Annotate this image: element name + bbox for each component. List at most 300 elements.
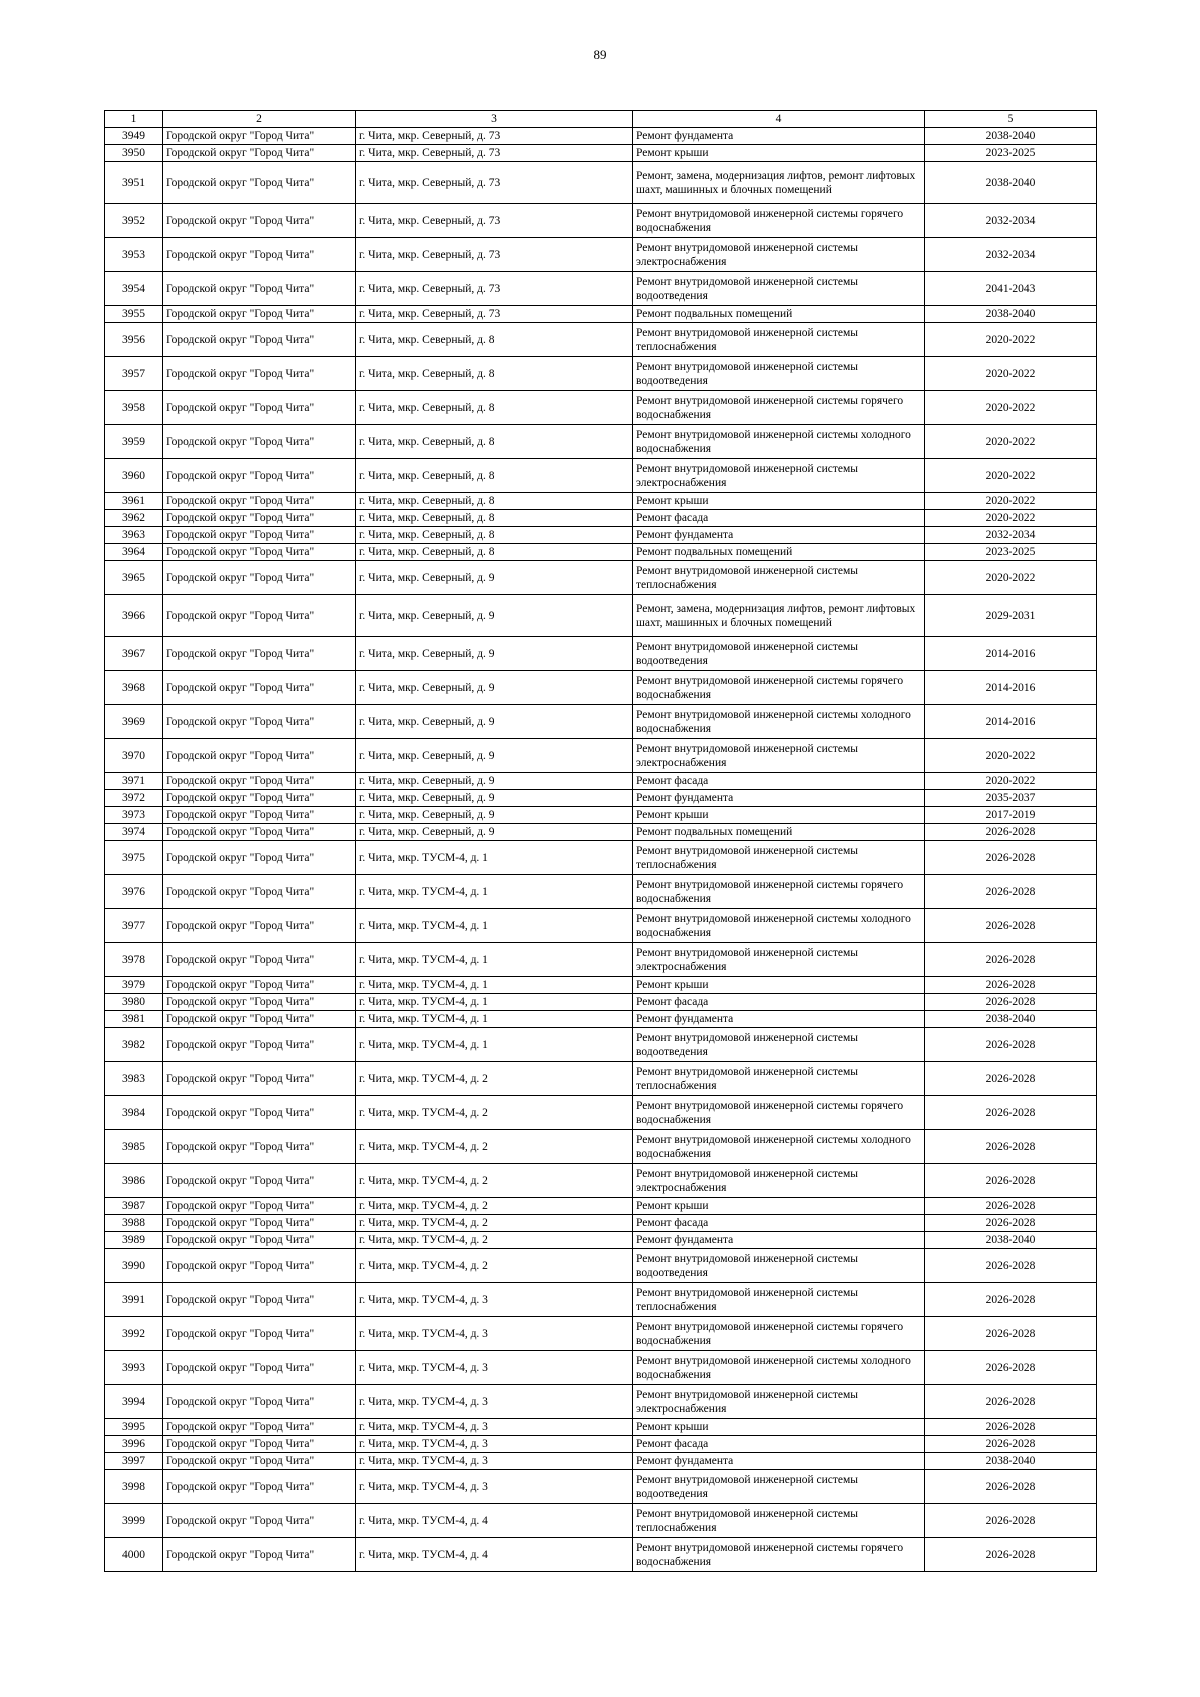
municipality-cell: Городской округ "Город Чита" xyxy=(163,790,356,807)
table-row xyxy=(105,391,1097,425)
period-cell: 2026-2028 xyxy=(925,1538,1097,1572)
period-cell: 2026-2028 xyxy=(925,1062,1097,1096)
municipality-cell: Городской округ "Город Чита" xyxy=(163,323,356,357)
address-cell: г. Чита, мкр. Северный, д. 73 xyxy=(356,204,633,238)
work-type-cell: Ремонт фундамента xyxy=(633,527,925,544)
period-cell: 2026-2028 xyxy=(925,977,1097,994)
period-cell: 2041-2043 xyxy=(925,272,1097,306)
table-row xyxy=(105,1249,1097,1283)
row-number-cell: 3997 xyxy=(105,1453,163,1470)
work-type-cell: Ремонт крыши xyxy=(633,1419,925,1436)
address-cell: г. Чита, мкр. ТУСМ-4, д. 1 xyxy=(356,1028,633,1062)
work-type-cell: Ремонт фасада xyxy=(633,1215,925,1232)
row-number-cell: 3958 xyxy=(105,391,163,425)
municipality-cell: Городской округ "Город Чита" xyxy=(163,493,356,510)
address-cell: г. Чита, мкр. Северный, д. 9 xyxy=(356,595,633,637)
address-cell: г. Чита, мкр. ТУСМ-4, д. 3 xyxy=(356,1317,633,1351)
work-type-cell: Ремонт внутридомовой инженерной системы теплоснабжения xyxy=(633,561,925,595)
work-type-cell: Ремонт фасада xyxy=(633,510,925,527)
table-row xyxy=(105,1011,1097,1028)
work-type-cell: Ремонт внутридомовой инженерной системы горячего водоснабжения xyxy=(633,204,925,238)
table-row xyxy=(105,357,1097,391)
period-cell: 2026-2028 xyxy=(925,1028,1097,1062)
row-number-cell: 3981 xyxy=(105,1011,163,1028)
address-cell: г. Чита, мкр. ТУСМ-4, д. 1 xyxy=(356,977,633,994)
table-row xyxy=(105,544,1097,561)
row-number-cell: 3964 xyxy=(105,544,163,561)
municipality-cell: Городской округ "Город Чита" xyxy=(163,909,356,943)
address-cell: г. Чита, мкр. Северный, д. 9 xyxy=(356,773,633,790)
address-cell: г. Чита, мкр. Северный, д. 8 xyxy=(356,323,633,357)
row-number-cell: 3975 xyxy=(105,841,163,875)
period-cell: 2026-2028 xyxy=(925,1198,1097,1215)
period-cell: 2038-2040 xyxy=(925,1453,1097,1470)
table-row xyxy=(105,1028,1097,1062)
row-number-cell: 3976 xyxy=(105,875,163,909)
work-type-cell: Ремонт внутридомовой инженерной системы горячего водоснабжения xyxy=(633,1096,925,1130)
row-number-cell: 3990 xyxy=(105,1249,163,1283)
address-cell: г. Чита, мкр. Северный, д. 8 xyxy=(356,357,633,391)
work-type-cell: Ремонт внутридомовой инженерной системы электроснабжения xyxy=(633,459,925,493)
table-row xyxy=(105,977,1097,994)
row-number-cell: 3962 xyxy=(105,510,163,527)
row-number-cell: 3986 xyxy=(105,1164,163,1198)
municipality-cell: Городской округ "Город Чита" xyxy=(163,238,356,272)
period-cell: 2026-2028 xyxy=(925,841,1097,875)
work-type-cell: Ремонт внутридомовой инженерной системы водоотведения xyxy=(633,1470,925,1504)
period-cell: 2032-2034 xyxy=(925,204,1097,238)
table-row xyxy=(105,1385,1097,1419)
period-cell: 2026-2028 xyxy=(925,1283,1097,1317)
work-type-cell: Ремонт внутридомовой инженерной системы горячего водоснабжения xyxy=(633,875,925,909)
period-cell: 2038-2040 xyxy=(925,1232,1097,1249)
period-cell: 2026-2028 xyxy=(925,1436,1097,1453)
table-row xyxy=(105,739,1097,773)
table-row xyxy=(105,1215,1097,1232)
period-cell: 2023-2025 xyxy=(925,544,1097,561)
work-type-cell: Ремонт, замена, модернизация лифтов, ремонт лифтовых шахт, машинных и блочных помещений xyxy=(633,162,925,204)
table-row xyxy=(105,595,1097,637)
municipality-cell: Городской округ "Город Чита" xyxy=(163,977,356,994)
row-number-cell: 3978 xyxy=(105,943,163,977)
municipality-cell: Городской округ "Город Чита" xyxy=(163,510,356,527)
row-number-cell: 3989 xyxy=(105,1232,163,1249)
municipality-cell: Городской округ "Город Чита" xyxy=(163,595,356,637)
period-cell: 2020-2022 xyxy=(925,357,1097,391)
municipality-cell: Городской округ "Город Чита" xyxy=(163,1232,356,1249)
municipality-cell: Городской округ "Город Чита" xyxy=(163,1436,356,1453)
period-cell: 2017-2019 xyxy=(925,807,1097,824)
municipality-cell: Городской округ "Город Чита" xyxy=(163,1538,356,1572)
municipality-cell: Городской округ "Город Чита" xyxy=(163,943,356,977)
municipality-cell: Городской округ "Город Чита" xyxy=(163,994,356,1011)
row-number-cell: 3965 xyxy=(105,561,163,595)
row-number-cell: 3961 xyxy=(105,493,163,510)
municipality-cell: Городской округ "Город Чита" xyxy=(163,1249,356,1283)
row-number-cell: 3959 xyxy=(105,425,163,459)
municipality-cell: Городской округ "Город Чита" xyxy=(163,671,356,705)
municipality-cell: Городской округ "Город Чита" xyxy=(163,128,356,145)
address-cell: г. Чита, мкр. Северный, д. 9 xyxy=(356,705,633,739)
row-number-cell: 3956 xyxy=(105,323,163,357)
municipality-cell: Городской округ "Город Чита" xyxy=(163,391,356,425)
table-row xyxy=(105,1436,1097,1453)
address-cell: г. Чита, мкр. Северный, д. 73 xyxy=(356,128,633,145)
work-type-cell: Ремонт крыши xyxy=(633,1198,925,1215)
address-cell: г. Чита, мкр. Северный, д. 8 xyxy=(356,510,633,527)
period-cell: 2038-2040 xyxy=(925,162,1097,204)
municipality-cell: Городской округ "Город Чита" xyxy=(163,637,356,671)
municipality-cell: Городской округ "Город Чита" xyxy=(163,1453,356,1470)
period-cell: 2038-2040 xyxy=(925,128,1097,145)
work-type-cell: Ремонт внутридомовой инженерной системы теплоснабжения xyxy=(633,1504,925,1538)
period-cell: 2026-2028 xyxy=(925,824,1097,841)
row-number-cell: 3974 xyxy=(105,824,163,841)
period-cell: 2029-2031 xyxy=(925,595,1097,637)
column-header: 2 xyxy=(163,111,356,128)
work-type-cell: Ремонт крыши xyxy=(633,145,925,162)
address-cell: г. Чита, мкр. Северный, д. 73 xyxy=(356,162,633,204)
row-number-cell: 3982 xyxy=(105,1028,163,1062)
work-type-cell: Ремонт крыши xyxy=(633,493,925,510)
period-cell: 2026-2028 xyxy=(925,875,1097,909)
table-row xyxy=(105,1351,1097,1385)
address-cell: г. Чита, мкр. Северный, д. 8 xyxy=(356,391,633,425)
work-type-cell: Ремонт внутридомовой инженерной системы водоотведения xyxy=(633,357,925,391)
municipality-cell: Городской округ "Город Чита" xyxy=(163,459,356,493)
row-number-cell: 3967 xyxy=(105,637,163,671)
row-number-cell: 3998 xyxy=(105,1470,163,1504)
work-type-cell: Ремонт внутридомовой инженерной системы электроснабжения xyxy=(633,1385,925,1419)
period-cell: 2026-2028 xyxy=(925,1096,1097,1130)
period-cell: 2014-2016 xyxy=(925,705,1097,739)
municipality-cell: Городской округ "Город Чита" xyxy=(163,272,356,306)
period-cell: 2020-2022 xyxy=(925,510,1097,527)
municipality-cell: Городской округ "Город Чита" xyxy=(163,1198,356,1215)
row-number-cell: 3969 xyxy=(105,705,163,739)
table-row xyxy=(105,1538,1097,1572)
address-cell: г. Чита, мкр. Северный, д. 8 xyxy=(356,544,633,561)
municipality-cell: Городской округ "Город Чита" xyxy=(163,1096,356,1130)
row-number-cell: 3988 xyxy=(105,1215,163,1232)
row-number-cell: 3993 xyxy=(105,1351,163,1385)
period-cell: 2032-2034 xyxy=(925,527,1097,544)
address-cell: г. Чита, мкр. ТУСМ-4, д. 3 xyxy=(356,1351,633,1385)
work-type-cell: Ремонт внутридомовой инженерной системы горячего водоснабжения xyxy=(633,1538,925,1572)
address-cell: г. Чита, мкр. Северный, д. 73 xyxy=(356,238,633,272)
address-cell: г. Чита, мкр. ТУСМ-4, д. 1 xyxy=(356,943,633,977)
period-cell: 2020-2022 xyxy=(925,773,1097,790)
row-number-cell: 3952 xyxy=(105,204,163,238)
address-cell: г. Чита, мкр. Северный, д. 8 xyxy=(356,527,633,544)
table-row xyxy=(105,807,1097,824)
row-number-cell: 3983 xyxy=(105,1062,163,1096)
table-row xyxy=(105,1164,1097,1198)
row-number-cell: 3977 xyxy=(105,909,163,943)
work-type-cell: Ремонт внутридомовой инженерной системы холодного водоснабжения xyxy=(633,909,925,943)
address-cell: г. Чита, мкр. Северный, д. 9 xyxy=(356,790,633,807)
municipality-cell: Городской округ "Город Чита" xyxy=(163,739,356,773)
period-cell: 2035-2037 xyxy=(925,790,1097,807)
period-cell: 2026-2028 xyxy=(925,1351,1097,1385)
municipality-cell: Городской округ "Город Чита" xyxy=(163,425,356,459)
work-type-cell: Ремонт внутридомовой инженерной системы горячего водоснабжения xyxy=(633,391,925,425)
table-row xyxy=(105,909,1097,943)
table-row xyxy=(105,790,1097,807)
address-cell: г. Чита, мкр. ТУСМ-4, д. 2 xyxy=(356,1249,633,1283)
row-number-cell: 3972 xyxy=(105,790,163,807)
row-number-cell: 3984 xyxy=(105,1096,163,1130)
row-number-cell: 3991 xyxy=(105,1283,163,1317)
period-cell: 2020-2022 xyxy=(925,323,1097,357)
municipality-cell: Городской округ "Город Чита" xyxy=(163,807,356,824)
table-row xyxy=(105,323,1097,357)
row-number-cell: 3970 xyxy=(105,739,163,773)
work-type-cell: Ремонт внутридомовой инженерной системы водоотведения xyxy=(633,1249,925,1283)
table-row xyxy=(105,1062,1097,1096)
table-row xyxy=(105,824,1097,841)
work-type-cell: Ремонт внутридомовой инженерной системы водоотведения xyxy=(633,1028,925,1062)
column-header: 5 xyxy=(925,111,1097,128)
table-row xyxy=(105,1096,1097,1130)
address-cell: г. Чита, мкр. ТУСМ-4, д. 4 xyxy=(356,1538,633,1572)
page-number: 89 xyxy=(593,47,607,62)
work-type-cell: Ремонт фундамента xyxy=(633,1011,925,1028)
period-cell: 2026-2028 xyxy=(925,1215,1097,1232)
municipality-cell: Городской округ "Город Чита" xyxy=(163,824,356,841)
address-cell: г. Чита, мкр. ТУСМ-4, д. 2 xyxy=(356,1164,633,1198)
work-type-cell: Ремонт крыши xyxy=(633,977,925,994)
work-type-cell: Ремонт крыши xyxy=(633,807,925,824)
row-number-cell: 3949 xyxy=(105,128,163,145)
table-row xyxy=(105,238,1097,272)
address-cell: г. Чита, мкр. Северный, д. 73 xyxy=(356,306,633,323)
row-number-cell: 3971 xyxy=(105,773,163,790)
municipality-cell: Городской округ "Город Чита" xyxy=(163,1317,356,1351)
work-type-cell: Ремонт фасада xyxy=(633,1436,925,1453)
period-cell: 2026-2028 xyxy=(925,1164,1097,1198)
table-row xyxy=(105,1504,1097,1538)
period-cell: 2026-2028 xyxy=(925,1470,1097,1504)
address-cell: г. Чита, мкр. Северный, д. 8 xyxy=(356,493,633,510)
municipality-cell: Городской округ "Город Чита" xyxy=(163,1385,356,1419)
row-number-cell: 4000 xyxy=(105,1538,163,1572)
address-cell: г. Чита, мкр. ТУСМ-4, д. 3 xyxy=(356,1419,633,1436)
address-cell: г. Чита, мкр. Северный, д. 9 xyxy=(356,637,633,671)
table-row xyxy=(105,162,1097,204)
row-number-cell: 3955 xyxy=(105,306,163,323)
address-cell: г. Чита, мкр. ТУСМ-4, д. 3 xyxy=(356,1470,633,1504)
work-type-cell: Ремонт фундамента xyxy=(633,128,925,145)
address-cell: г. Чита, мкр. ТУСМ-4, д. 3 xyxy=(356,1436,633,1453)
municipality-cell: Городской округ "Город Чита" xyxy=(163,1419,356,1436)
work-type-cell: Ремонт внутридомовой инженерной системы теплоснабжения xyxy=(633,323,925,357)
work-type-cell: Ремонт внутридомовой инженерной системы холодного водоснабжения xyxy=(633,1351,925,1385)
row-number-cell: 3973 xyxy=(105,807,163,824)
row-number-cell: 3960 xyxy=(105,459,163,493)
column-header: 1 xyxy=(105,111,163,128)
address-cell: г. Чита, мкр. ТУСМ-4, д. 1 xyxy=(356,909,633,943)
row-number-cell: 3994 xyxy=(105,1385,163,1419)
work-type-cell: Ремонт фундамента xyxy=(633,1232,925,1249)
work-type-cell: Ремонт фундамента xyxy=(633,1453,925,1470)
municipality-cell: Городской округ "Город Чита" xyxy=(163,773,356,790)
table-row xyxy=(105,459,1097,493)
period-cell: 2026-2028 xyxy=(925,1317,1097,1351)
municipality-cell: Городской округ "Город Чита" xyxy=(163,544,356,561)
address-cell: г. Чита, мкр. ТУСМ-4, д. 3 xyxy=(356,1283,633,1317)
work-type-cell: Ремонт внутридомовой инженерной системы электроснабжения xyxy=(633,943,925,977)
table-row xyxy=(105,1283,1097,1317)
address-cell: г. Чита, мкр. ТУСМ-4, д. 3 xyxy=(356,1385,633,1419)
table-body xyxy=(105,111,1097,1572)
municipality-cell: Городской округ "Город Чита" xyxy=(163,204,356,238)
period-cell: 2026-2028 xyxy=(925,943,1097,977)
work-type-cell: Ремонт внутридомовой инженерной системы холодного водоснабжения xyxy=(633,425,925,459)
row-number-cell: 3979 xyxy=(105,977,163,994)
row-number-cell: 3995 xyxy=(105,1419,163,1436)
table-row xyxy=(105,561,1097,595)
period-cell: 2020-2022 xyxy=(925,493,1097,510)
address-cell: г. Чита, мкр. Северный, д. 9 xyxy=(356,739,633,773)
work-type-cell: Ремонт внутридомовой инженерной системы теплоснабжения xyxy=(633,1062,925,1096)
row-number-cell: 3968 xyxy=(105,671,163,705)
table-row xyxy=(105,1470,1097,1504)
address-cell: г. Чита, мкр. Северный, д. 9 xyxy=(356,561,633,595)
municipality-cell: Городской округ "Город Чита" xyxy=(163,1062,356,1096)
period-cell: 2026-2028 xyxy=(925,909,1097,943)
work-type-cell: Ремонт внутридомовой инженерной системы электроснабжения xyxy=(633,1164,925,1198)
municipality-cell: Городской округ "Город Чита" xyxy=(163,1130,356,1164)
period-cell: 2023-2025 xyxy=(925,145,1097,162)
work-type-cell: Ремонт внутридомовой инженерной системы водоотведения xyxy=(633,637,925,671)
municipality-cell: Городской округ "Город Чита" xyxy=(163,1028,356,1062)
municipality-cell: Городской округ "Город Чита" xyxy=(163,1283,356,1317)
work-type-cell: Ремонт фундамента xyxy=(633,790,925,807)
municipality-cell: Городской округ "Город Чита" xyxy=(163,357,356,391)
period-cell: 2026-2028 xyxy=(925,1249,1097,1283)
work-type-cell: Ремонт внутридомовой инженерной системы водоотведения xyxy=(633,272,925,306)
period-cell: 2020-2022 xyxy=(925,561,1097,595)
column-header: 4 xyxy=(633,111,925,128)
municipality-cell: Городской округ "Город Чита" xyxy=(163,705,356,739)
work-type-cell: Ремонт, замена, модернизация лифтов, ремонт лифтовых шахт, машинных и блочных помещений xyxy=(633,595,925,637)
period-cell: 2020-2022 xyxy=(925,391,1097,425)
municipality-cell: Городской округ "Город Чита" xyxy=(163,527,356,544)
work-type-cell: Ремонт внутридомовой инженерной системы электроснабжения xyxy=(633,739,925,773)
table-row xyxy=(105,637,1097,671)
row-number-cell: 3966 xyxy=(105,595,163,637)
table-row xyxy=(105,841,1097,875)
period-cell: 2020-2022 xyxy=(925,739,1097,773)
municipality-cell: Городской округ "Город Чита" xyxy=(163,841,356,875)
address-cell: г. Чита, мкр. ТУСМ-4, д. 1 xyxy=(356,994,633,1011)
row-number-cell: 3957 xyxy=(105,357,163,391)
address-cell: г. Чита, мкр. ТУСМ-4, д. 2 xyxy=(356,1062,633,1096)
municipality-cell: Городской округ "Город Чита" xyxy=(163,1011,356,1028)
address-cell: г. Чита, мкр. Северный, д. 73 xyxy=(356,272,633,306)
work-type-cell: Ремонт внутридомовой инженерной системы холодного водоснабжения xyxy=(633,705,925,739)
address-cell: г. Чита, мкр. ТУСМ-4, д. 2 xyxy=(356,1096,633,1130)
address-cell: г. Чита, мкр. Северный, д. 9 xyxy=(356,807,633,824)
table-row xyxy=(105,527,1097,544)
municipality-cell: Городской округ "Город Чита" xyxy=(163,1504,356,1538)
table-row xyxy=(105,1419,1097,1436)
row-number-cell: 3996 xyxy=(105,1436,163,1453)
table-row xyxy=(105,875,1097,909)
address-cell: г. Чита, мкр. ТУСМ-4, д. 4 xyxy=(356,1504,633,1538)
address-cell: г. Чита, мкр. Северный, д. 8 xyxy=(356,459,633,493)
municipality-cell: Городской округ "Город Чита" xyxy=(163,561,356,595)
municipality-cell: Городской округ "Город Чита" xyxy=(163,875,356,909)
work-type-cell: Ремонт фасада xyxy=(633,994,925,1011)
municipality-cell: Городской округ "Город Чита" xyxy=(163,1215,356,1232)
table-row xyxy=(105,1453,1097,1470)
address-cell: г. Чита, мкр. ТУСМ-4, д. 2 xyxy=(356,1130,633,1164)
municipality-cell: Городской округ "Город Чита" xyxy=(163,162,356,204)
row-number-cell: 3963 xyxy=(105,527,163,544)
period-cell: 2014-2016 xyxy=(925,637,1097,671)
address-cell: г. Чита, мкр. Северный, д. 9 xyxy=(356,671,633,705)
table-row xyxy=(105,306,1097,323)
work-type-cell: Ремонт внутридомовой инженерной системы теплоснабжения xyxy=(633,1283,925,1317)
work-type-cell: Ремонт внутридомовой инженерной системы холодного водоснабжения xyxy=(633,1130,925,1164)
repair-schedule-table xyxy=(104,110,1097,1572)
work-type-cell: Ремонт фасада xyxy=(633,773,925,790)
address-cell: г. Чита, мкр. ТУСМ-4, д. 2 xyxy=(356,1215,633,1232)
address-cell: г. Чита, мкр. Северный, д. 9 xyxy=(356,824,633,841)
table-row xyxy=(105,204,1097,238)
work-type-cell: Ремонт подвальных помещений xyxy=(633,306,925,323)
period-cell: 2026-2028 xyxy=(925,1504,1097,1538)
table-row xyxy=(105,1232,1097,1249)
municipality-cell: Городской округ "Город Чита" xyxy=(163,1470,356,1504)
address-cell: г. Чита, мкр. ТУСМ-4, д. 1 xyxy=(356,875,633,909)
row-number-cell: 3954 xyxy=(105,272,163,306)
period-cell: 2026-2028 xyxy=(925,1385,1097,1419)
period-cell: 2020-2022 xyxy=(925,459,1097,493)
period-cell: 2026-2028 xyxy=(925,1130,1097,1164)
table-row xyxy=(105,671,1097,705)
address-cell: г. Чита, мкр. ТУСМ-4, д. 2 xyxy=(356,1232,633,1249)
work-type-cell: Ремонт внутридомовой инженерной системы горячего водоснабжения xyxy=(633,671,925,705)
row-number-cell: 3980 xyxy=(105,994,163,1011)
municipality-cell: Городской округ "Город Чита" xyxy=(163,306,356,323)
table-row xyxy=(105,1317,1097,1351)
table-row xyxy=(105,510,1097,527)
address-cell: г. Чита, мкр. ТУСМ-4, д. 3 xyxy=(356,1453,633,1470)
table-row xyxy=(105,1130,1097,1164)
address-cell: г. Чита, мкр. ТУСМ-4, д. 1 xyxy=(356,1011,633,1028)
header-row xyxy=(105,111,1097,128)
row-number-cell: 3951 xyxy=(105,162,163,204)
period-cell: 2026-2028 xyxy=(925,994,1097,1011)
table-row xyxy=(105,425,1097,459)
table-row xyxy=(105,994,1097,1011)
address-cell: г. Чита, мкр. Северный, д. 8 xyxy=(356,425,633,459)
address-cell: г. Чита, мкр. Северный, д. 73 xyxy=(356,145,633,162)
period-cell: 2038-2040 xyxy=(925,306,1097,323)
table-row xyxy=(105,773,1097,790)
table-row xyxy=(105,128,1097,145)
period-cell: 2014-2016 xyxy=(925,671,1097,705)
work-type-cell: Ремонт подвальных помещений xyxy=(633,824,925,841)
table-row xyxy=(105,943,1097,977)
period-cell: 2038-2040 xyxy=(925,1011,1097,1028)
address-cell: г. Чита, мкр. ТУСМ-4, д. 2 xyxy=(356,1198,633,1215)
row-number-cell: 3999 xyxy=(105,1504,163,1538)
work-type-cell: Ремонт внутридомовой инженерной системы теплоснабжения xyxy=(633,841,925,875)
